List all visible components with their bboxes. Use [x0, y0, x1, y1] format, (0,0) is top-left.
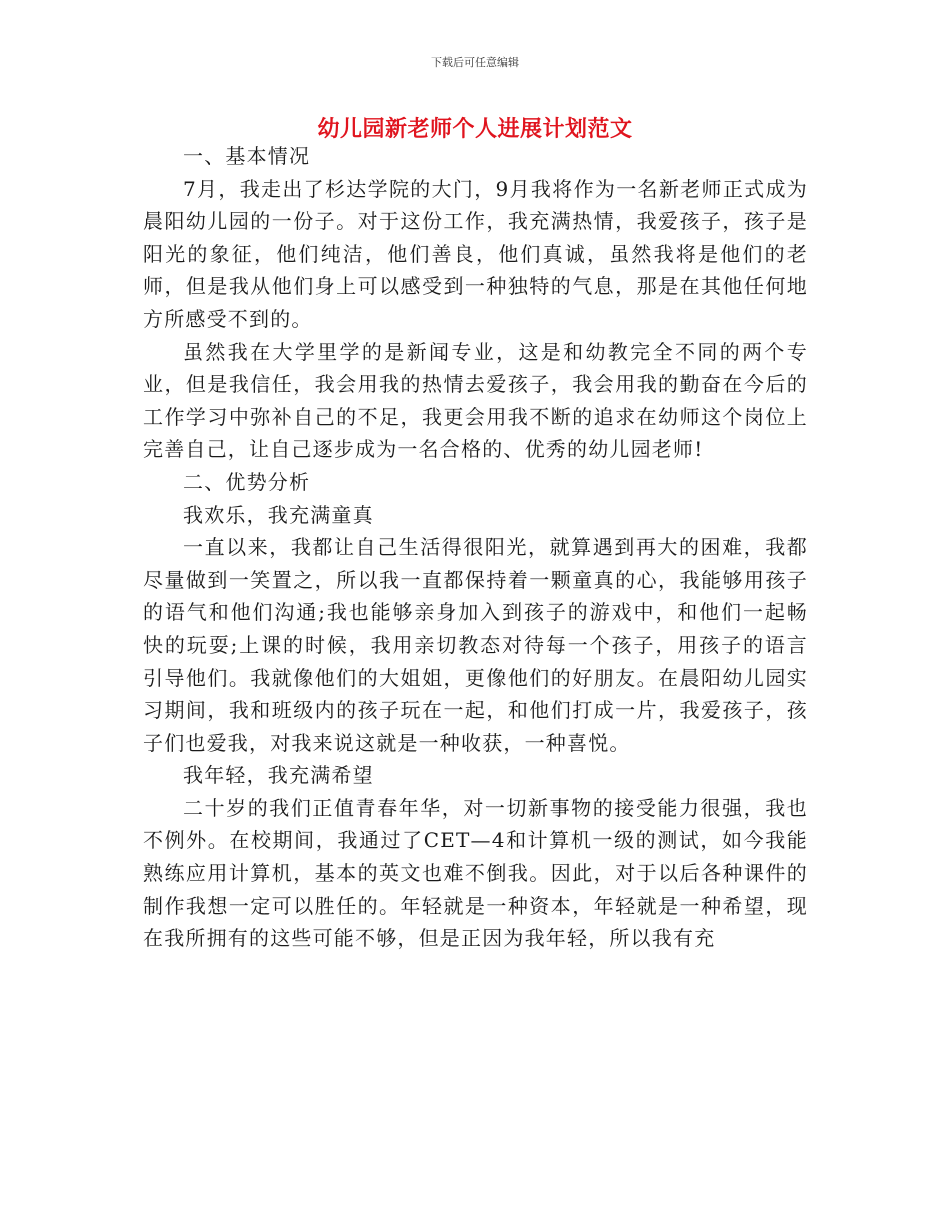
section-heading-strengths: 二、优势分析 — [183, 469, 311, 494]
paragraph-major: 虽然我在大学里学的是新闻专业，这是和幼教完全不同的两个专业，但是我信任，我会用我的热情去爱孩子，我会用我的勤奋在今后的工作学习中弥补自己的不足，我更会用我不断的追求在幼师这个岗位上完善自己，让自己逐步成为一名合格的、优秀的幼儿园老师! — [143, 339, 808, 462]
paragraph-graduation: 7月，我走出了杉达学院的大门，9月我将作为一名新老师正式成为晨阳幼儿园的一份子。对于这份工作，我充满热情，我爱孩子，孩子是阳光的象征，他们纯洁，他们善良，他们真诚，虽然我将是他们的老师，但是我从他们身上可以感受到一种独特的气息，那是在其他任何地方所感受不到的。 — [143, 176, 808, 331]
document-body — [143, 140, 808, 955]
subheading-joyful: 我欢乐，我充满童真 — [183, 502, 374, 527]
section-heading-basic-info: 一、基本情况 — [183, 144, 311, 168]
paragraph-joyful: 一直以来，我都让自己生活得很阳光，就算遇到再大的困难，我都尽量做到一笑置之，所以我一直都保持着一颗童真的心，我能够用孩子的语气和他们沟通;我也能够亲身加入到孩子的游戏中，和他们一起畅快的玩耍;上课的时候，我用亲切教态对待每一个孩子，用孩子的语言引导他们。我就像他们的大姐姐，更像他们的好朋友。在晨阳幼儿园实习期间，我和班级内的孩子玩在一起，和他们打成一片，我爱孩子，孩子们也爱我，对我来说这就是一种收获，一种喜悦。 — [143, 535, 808, 755]
document-title: 幼儿园新老师个人进展计划范文 — [317, 116, 633, 142]
subheading-young: 我年轻，我充满希望 — [183, 763, 374, 788]
page-header-note: 下载后可任意编辑 — [431, 56, 519, 69]
paragraph-young: 二十岁的我们正值青春年华，对一切新事物的接受能力很强，我也不例外。在校期间，我通过了CET—4和计算机一级的测试，如今我能熟练应用计算机，基本的英文也难不倒我。因此，对于以后各种课件的制作我想一定可以胜任的。年轻就是一种资本，年轻就是一种希望，现在我所拥有的这些可能不够，但是正因为我年轻，所以我有充 — [143, 795, 808, 951]
